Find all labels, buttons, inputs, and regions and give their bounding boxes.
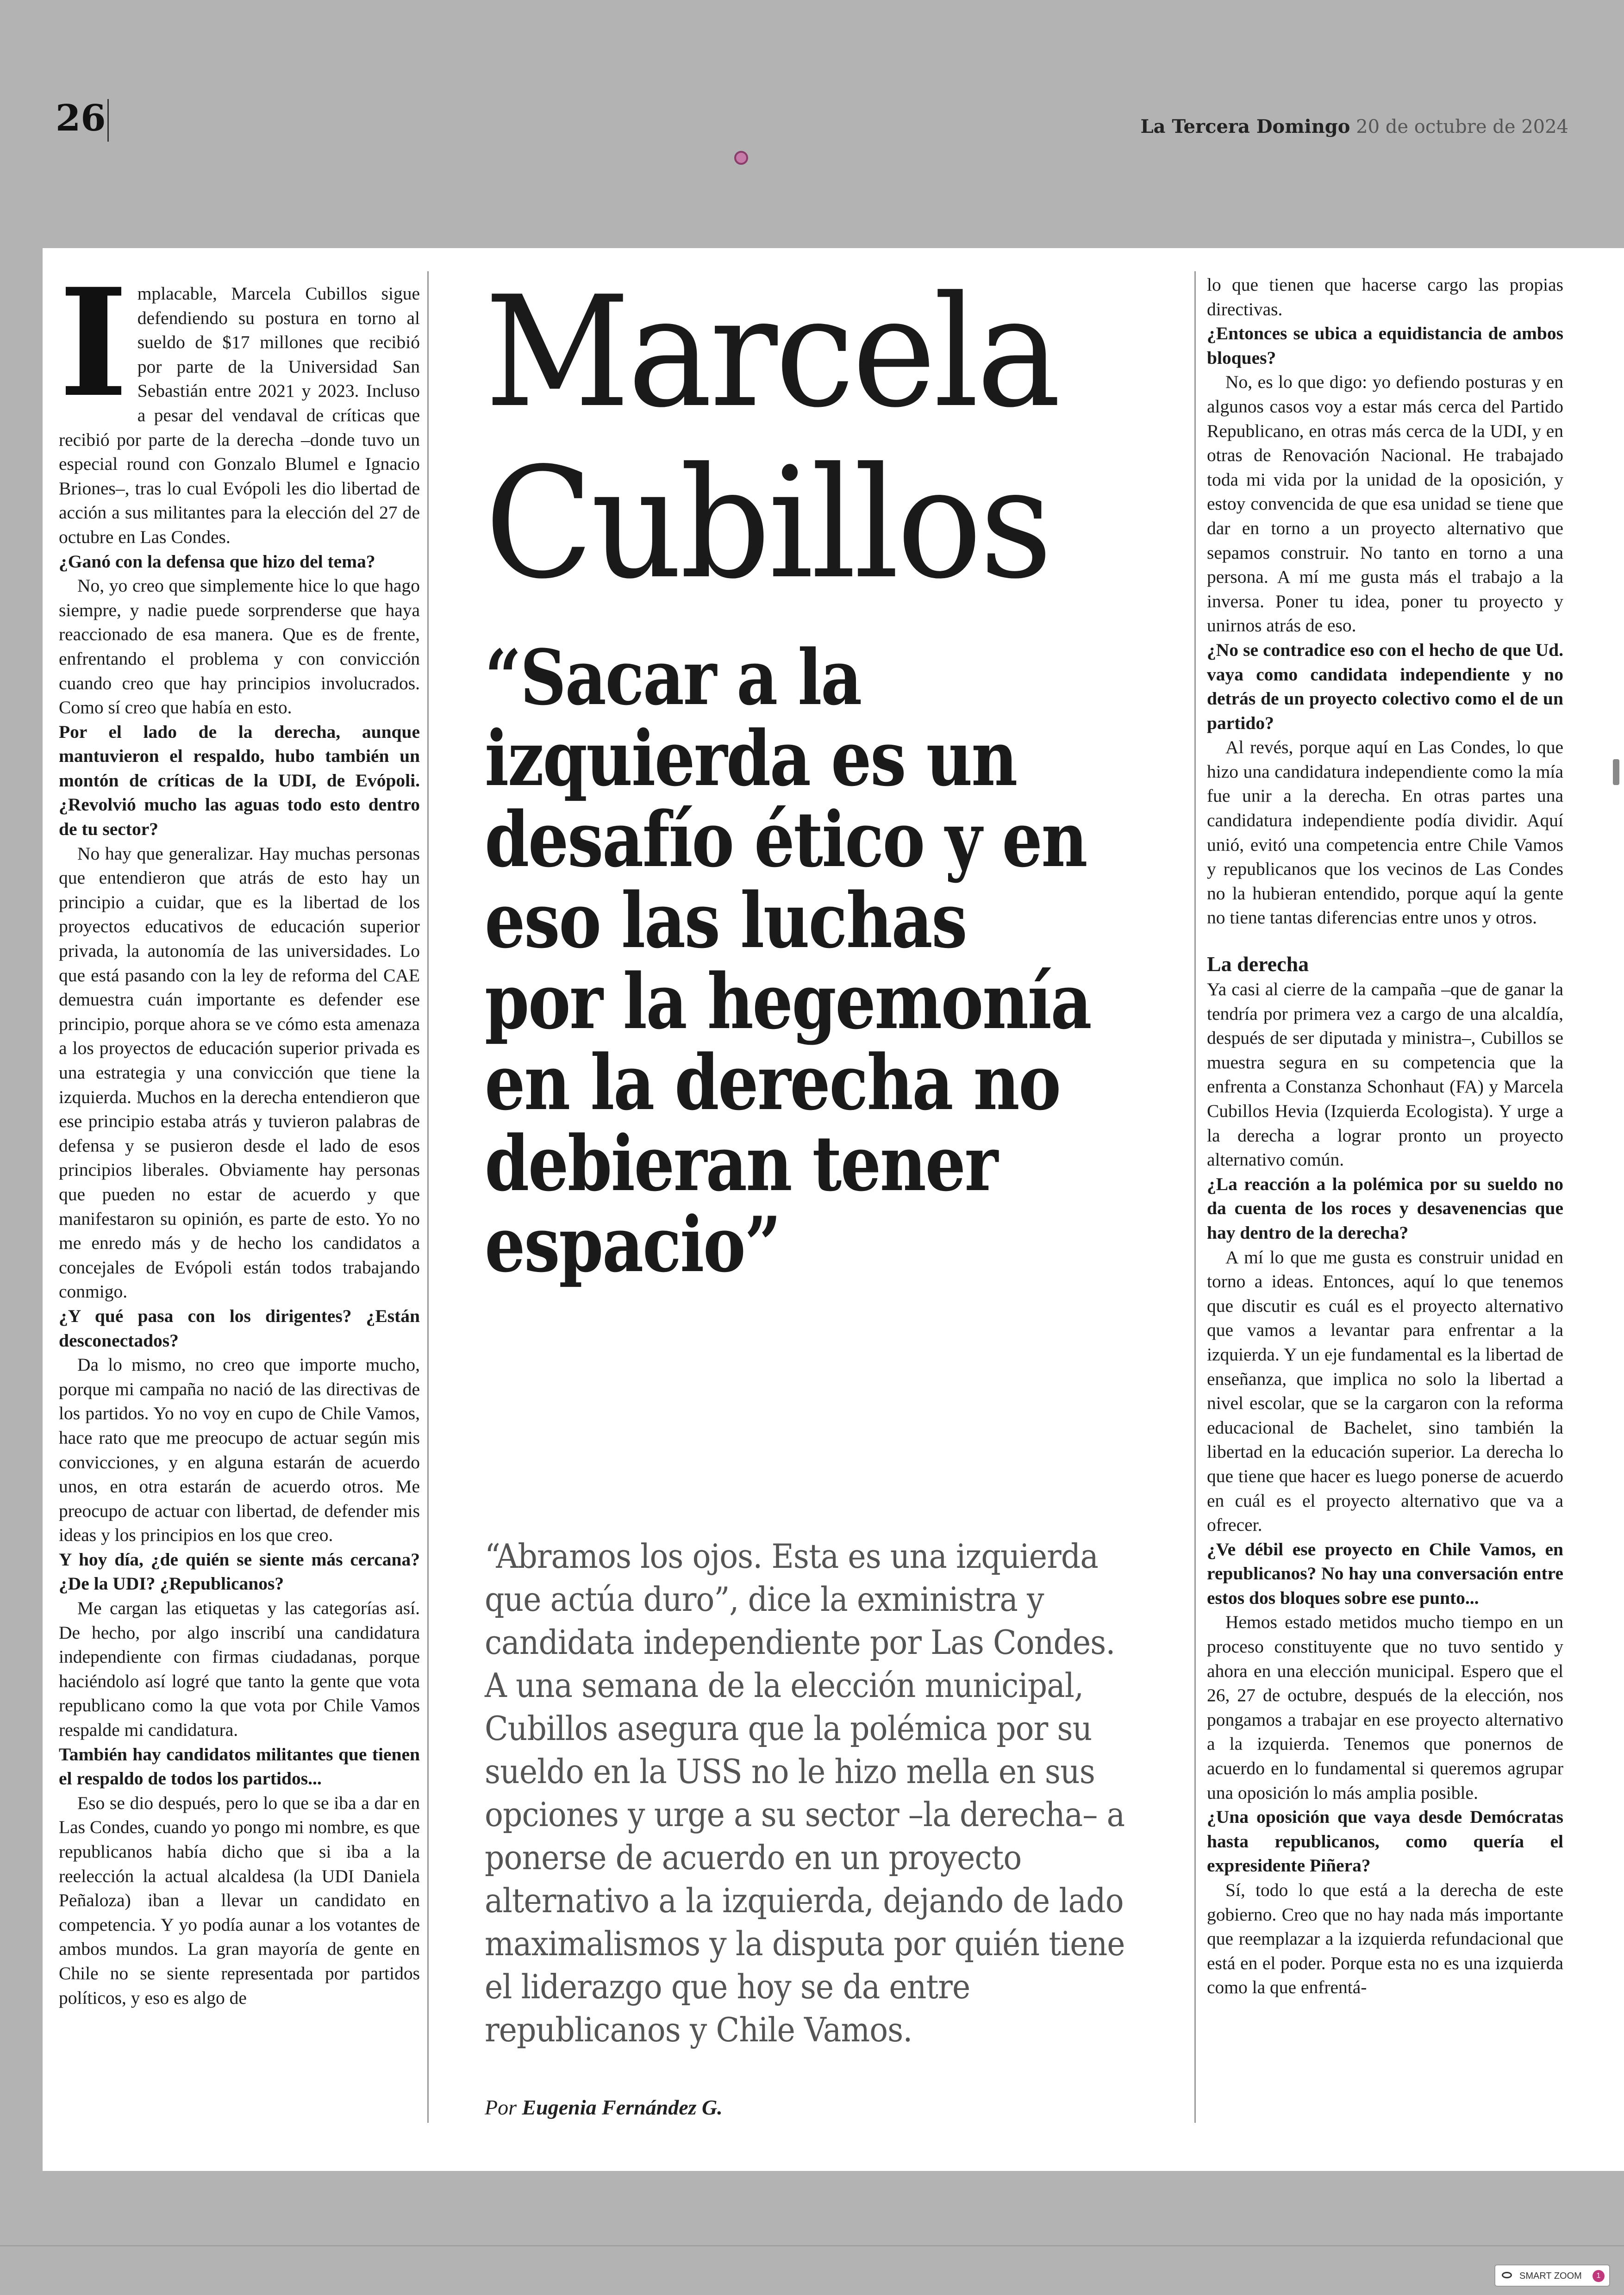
left-column	[59, 256, 420, 2010]
subhead: La derecha	[1207, 952, 1309, 976]
publication-name: La Tercera Domingo	[1140, 116, 1350, 137]
viewer-bottom-rule	[0, 2245, 1624, 2246]
question: ¿Ganó con la defensa que hizo del tema?	[59, 551, 375, 572]
answer: Eso se dio después, pero lo que se iba a dar en Las Condes, cuando yo pongo mi nombre, es que republicanos había dicho que si iba a la reelección la actual alcaldesa (la UDI Daniela Peñaloza) iban a llevar un candidato en competencia. Y yo podía aunar a los votantes de ambos mundos. La gran mayoría de gente en Chile no se siente representada por partidos políticos, y eso es algo de	[59, 1792, 420, 2008]
page-number: 26	[56, 97, 106, 139]
page-number-rule	[107, 99, 109, 142]
masthead	[1140, 116, 1568, 137]
answer: Me cargan las etiquetas y las categorías así. De hecho, por algo inscribí una candidatura independiente con firmas ciudadanas, porque haciéndolo así logré que tanto la gente que vota republicano como la que vota por Chile Vamos respalde mi candidatura.	[59, 1598, 420, 1740]
answer: No, es lo que digo: yo defiendo posturas y en algunos casos voy a estar más cerca del Partido Republicano, en otras más cerca de la UDI, y en otras de Renovación Nacional. He trabajado toda mi vida por la unidad de la oposición, y estoy convencida de que esa unidad se tiene que dar en torno a un proyecto alternativo que sepamos construir. No tanto en torno a una persona. A mí me gusta más el trabajo a la inversa. Poner tu idea, poner tu proyecto y unirnos atrás de eso.	[1207, 372, 1563, 636]
notification-badge: 1	[1593, 2270, 1605, 2282]
column-divider	[1194, 271, 1196, 2123]
question: Y hoy día, ¿de quién se siente más cercana? ¿De la UDI? ¿Republicanos?	[59, 1549, 420, 1594]
question: ¿Y qué pasa con los dirigentes? ¿Están desconectados?	[59, 1305, 420, 1351]
question: Por el lado de la derecha, aunque mantuvieron el respaldo, hubo también un montón de críticas de la UDI, de Evópoli. ¿Revolvió mucho las aguas todo esto dentro de tu sector?	[59, 721, 420, 840]
answer: A mí lo que me gusta es construir unidad en torno a ideas. Entonces, aquí lo que tenemos que discutir es cuál es el proyecto alternativo que vamos a levantar para enfrentar a la izquierda. Y un eje fundamental es la libertad de enseñanza, que implica no solo la libertad a nivel escolar, que se la cargaron con la reforma educacional de Bachelet, sino también la libertad en la educación superior. La derecha lo que tiene que hacer es luego ponerse de acuerdo en cuál es el proyecto alternativo que va a ofrecer.	[1207, 1247, 1563, 1535]
title-line-2: Cubillos	[485, 435, 1050, 612]
annotation-dot-icon[interactable]	[734, 151, 748, 165]
smart-zoom-button[interactable]	[1494, 2264, 1610, 2287]
question: ¿Una oposición que vaya desde Demócratas hasta republicanos, como quería el expresidente Piñera?	[1207, 1807, 1563, 1876]
lead-paragraph: “Abramos los ojos. Esta es una izquierda que actúa duro”, dice la exministra y candidata independiente por Las Condes. A una semana de la elección municipal, Cubillos asegura que la polémica por su sueldo en la USS no le hizo mella en sus opciones y urge a su sector –la derecha– a ponerse de acuerdo en un proyecto alternativo a la izquierda, dejando de lado maximalismos y la disputa por quién tiene el liderazgo que hoy se da entre republicanos y Chile Vamos.	[485, 1537, 1125, 2049]
answer: No hay que generalizar. Hay muchas personas que entendieron que atrás de esto hay un principio a cuidar, que es la libertad de los proyectos educativos de educación superior privada, la autonomía de las universidades. Lo que está pasando con la ley de reforma del CAE demuestra cuán importante es defender ese principio, porque ahora se ve cómo esta amenaza a los proyectos de educación superior privada es una estrategia y una convicción que tiene la izquierda. Muchos en la derecha entendieron que ese principio estaba atrás y tuvieron palabras de defensa y se pusieron desde el lado de esos principios liberales. Obviamente hay personas que pueden no estar de acuerdo y que manifestaron su opinión, es parte de esto. Yo no me enredo más y de hecho los candidatos a concejales de Evópoli están todos trabajando conmigo.	[59, 843, 420, 1302]
smart-zoom-label: SMART ZOOM	[1519, 2271, 1582, 2281]
intro-paragraph: mplacable, Marcela Cubillos sigue defendiendo su postura en torno al sueldo de $17 millones que recibió por parte de la Universidad San Sebastián entre 2021 y 2023. Incluso a pesar del vendaval de críticas que recibió por parte de la derecha –donde tuvo un especial round con Gonzalo Blumel e Ignacio Briones–, tras lo cual Evópoli les dio libertad de acción a sus militantes para la elección del 27 de octubre en Las Condes.	[59, 283, 420, 547]
right-column	[1207, 273, 1563, 2000]
newspaper-page	[43, 248, 1624, 2171]
eye-icon	[1502, 2272, 1512, 2278]
continued-paragraph: lo que tienen que hacerse cargo las propias directivas.	[1207, 274, 1563, 319]
answer: Sí, todo lo que está a la derecha de este gobierno. Creo que no hay nada más importante que reemplazar a la izquierda refundacional que está en el poder. Porque esta no es una izquierda como la que enfrentá-	[1207, 1880, 1563, 1998]
answer: Da lo mismo, no creo que importe mucho, porque mi campaña no nació de las directivas de los partidos. Yo no voy en cupo de Chile Vamos, hace rato que me preocupo de actuar según mis convicciones, y en alguna estarán de acuerdo unos, en otra estarán de acuerdo otros. Me preocupo de actuar con libertad, de defender mis ideas y los principios en los que creo.	[59, 1354, 420, 1546]
pull-quote: “Sacar a la izquierda es un desafío ético y en eso las luchas por la hegemonía en la derecha no debieran tener espacio”	[485, 633, 1091, 1289]
article-title	[485, 263, 1122, 612]
question: ¿La reacción a la polémica por su sueldo no da cuenta de los roces y desavenencias que hay dentro de la derecha?	[1207, 1173, 1563, 1243]
answer: No, yo creo que simplemente hice lo que hago siempre, y nadie puede sorprenderse que haya reaccionado de esa manera. Que es de frente, enfrentando el problema y con convicción cuando creo que hay principios involucrados. Como sí creo que había en esto.	[59, 575, 420, 718]
question: ¿Ve débil ese proyecto en Chile Vamos, en republicanos? No hay una conversación entre estos dos bloques sobre ese punto...	[1207, 1539, 1563, 1608]
column-divider	[427, 271, 429, 2123]
answer: Hemos estado metidos mucho tiempo en un proceso constituyente que no tuvo sentido y ahora en una elección municipal. Espero que el 26, 27 de octubre, después de la elección, nos pongamos a trabajar en ese proyecto alternativo a la izquierda. Tenemos que ponernos de acuerdo en lo fundamental si queremos agrupar una oposición lo más amplia posible.	[1207, 1612, 1563, 1803]
byline-prefix: Por	[485, 2095, 517, 2119]
byline-author: Eugenia Fernández G.	[522, 2095, 723, 2119]
question: ¿No se contradice eso con el hecho de que Ud. vaya como candidata independiente y no detrás de un proyecto colectivo como el de un partido?	[1207, 639, 1563, 733]
byline	[485, 2095, 723, 2120]
publication-date: 20 de octubre de 2024	[1356, 116, 1568, 137]
answer: Al revés, porque aquí en Las Condes, lo que hizo una candidatura independiente como la mía fue unir a la derecha. En otras partes una candidatura independiente podía dividir. Aquí unió, evitó una competencia entre Chile Vamos y republicanos que los vecinos de Las Condes no la hubieran entendido, porque aquí la gente no tiene tantas diferencias entre unos y otros.	[1207, 737, 1563, 928]
section-paragraph: Ya casi al cierre de la campaña –que de ganar la tendría por primera vez a cargo de una alcaldía, después de ser diputada y ministra–, Cubillos se muestra segura en su competencia que la enfrenta a Constanza Schonhaut (FA) y Marcela Cubillos Hevia (Izquierda Ecologista). Y urge a la derecha a lograr pronto un proyecto alternativo común.	[1207, 979, 1563, 1170]
dropcap: I	[59, 256, 128, 430]
scrollbar-thumb[interactable]	[1613, 759, 1619, 785]
question: ¿Entonces se ubica a equidistancia de ambos bloques?	[1207, 323, 1563, 368]
question: También hay candidatos militantes que tienen el respaldo de todos los partidos...	[59, 1744, 420, 1789]
title-line-1: Marcela	[485, 263, 1059, 441]
